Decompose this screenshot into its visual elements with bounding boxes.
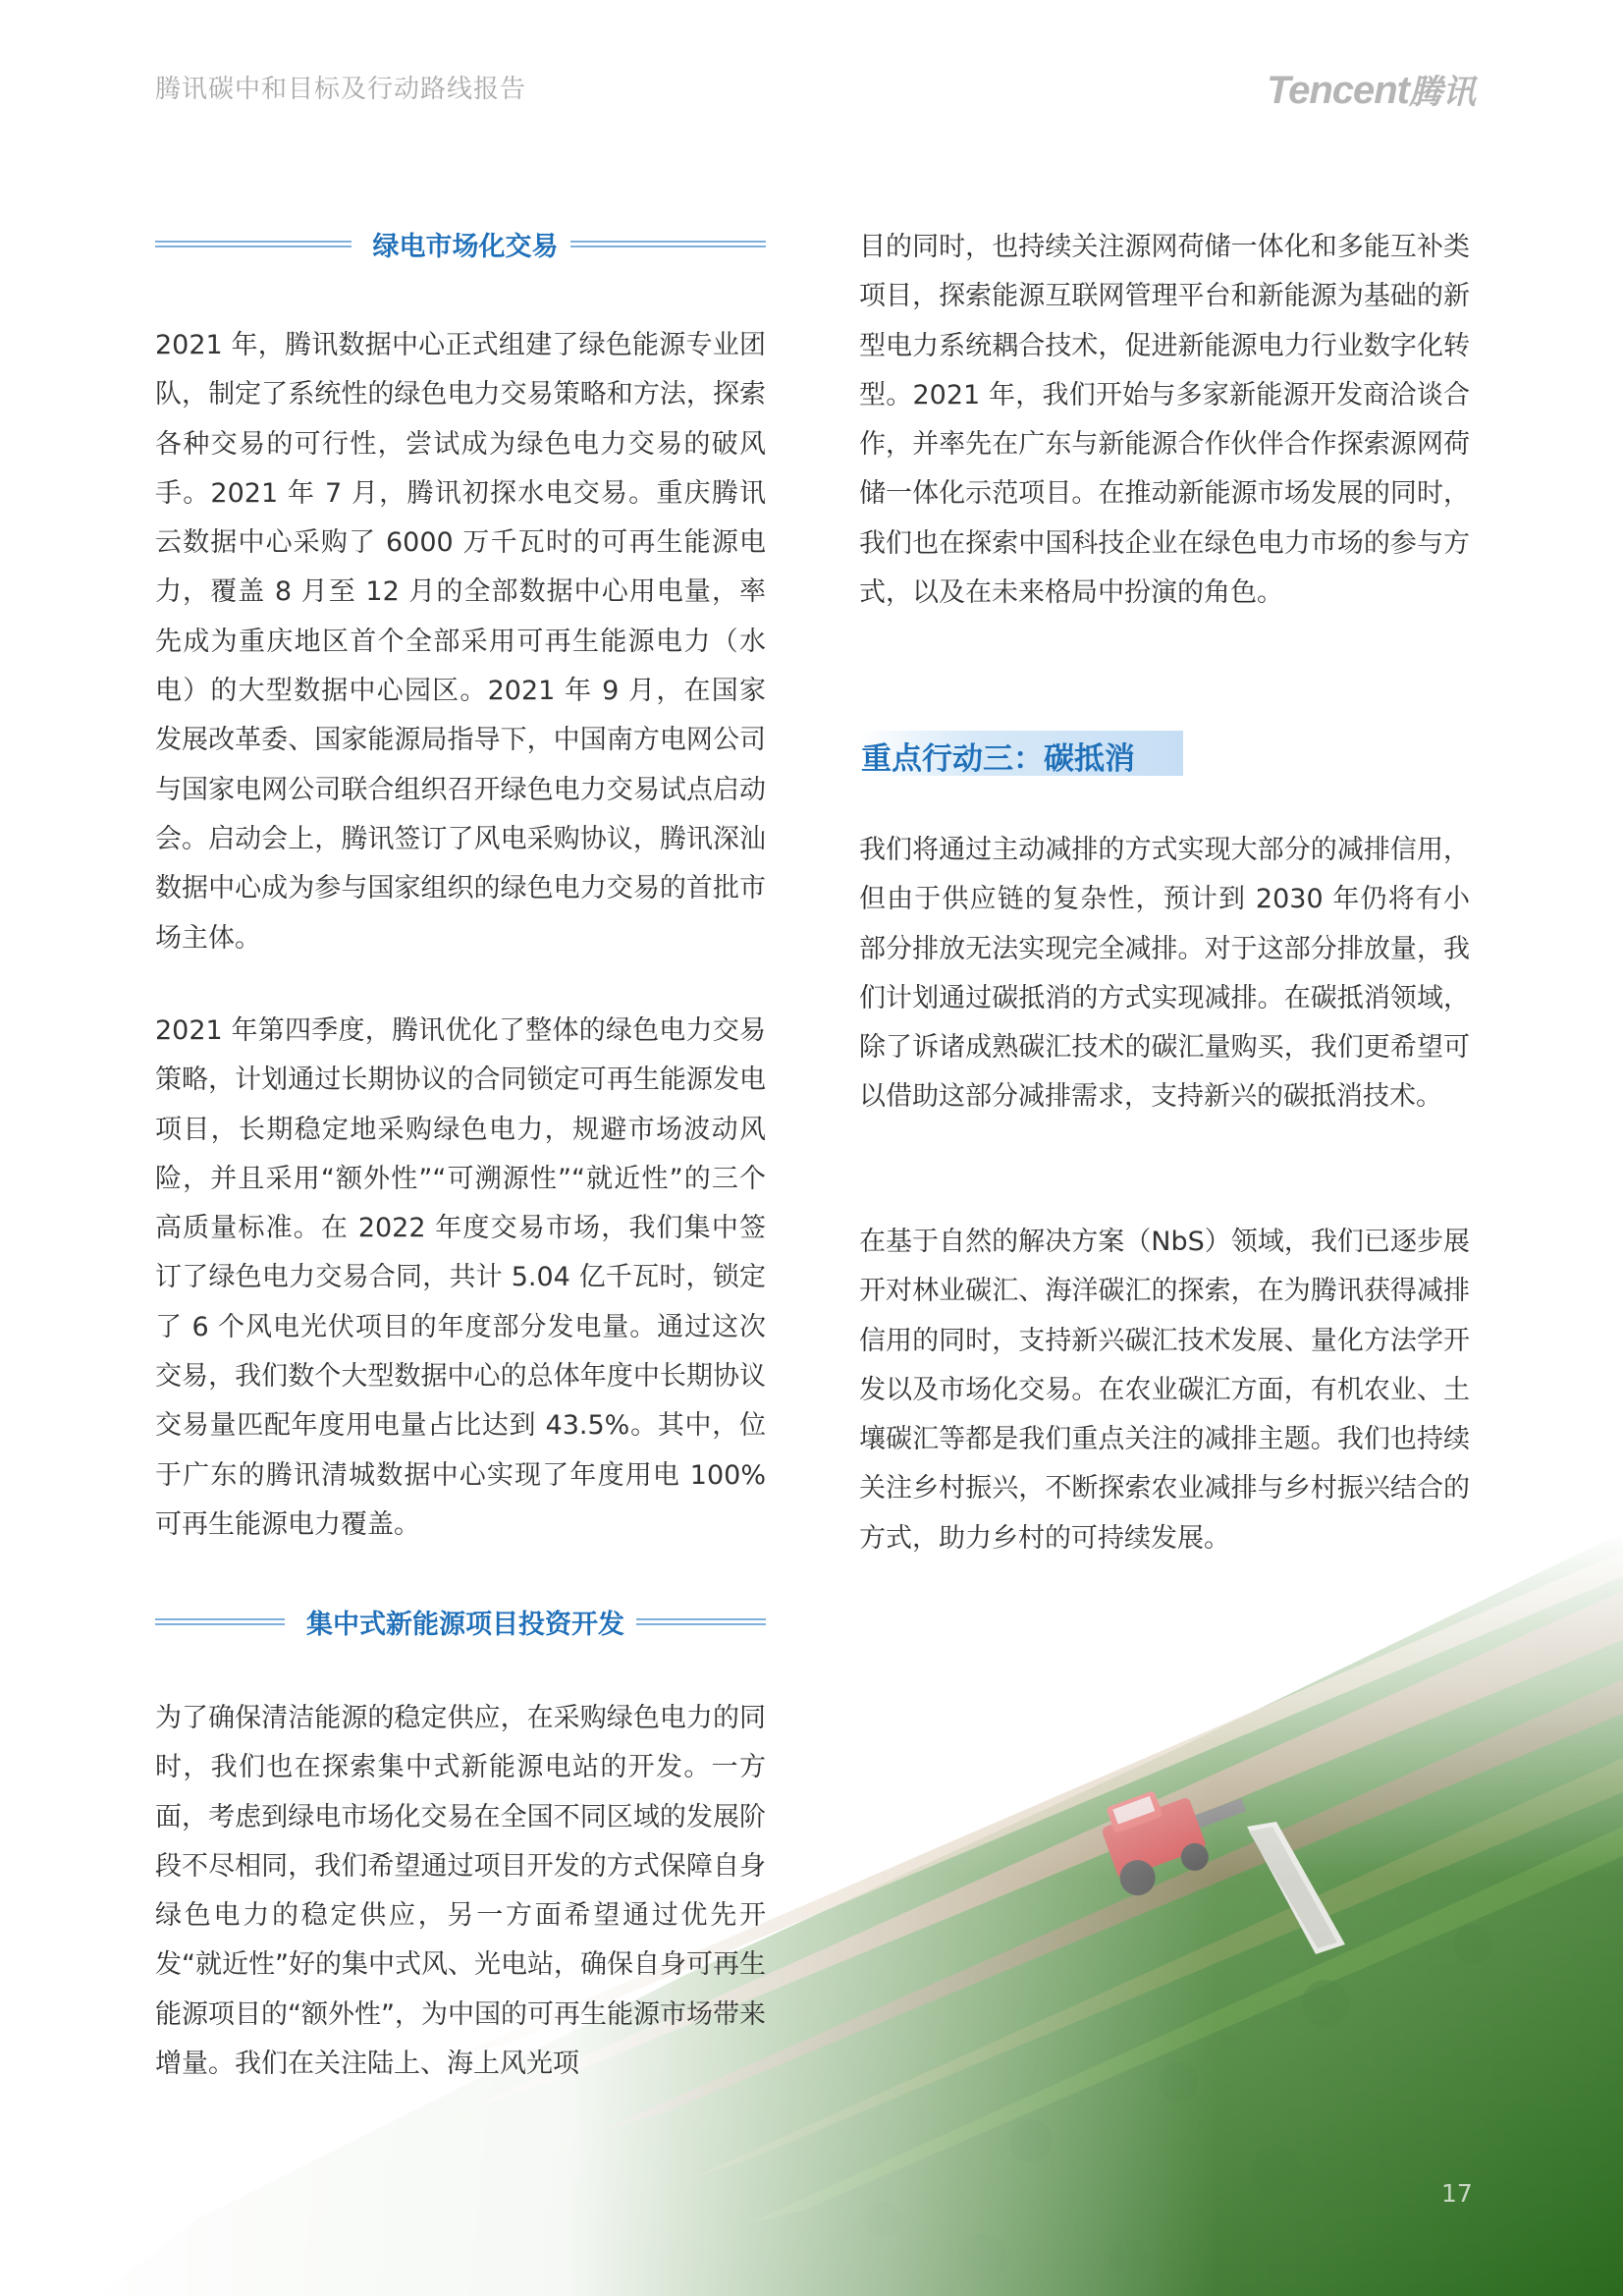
action-heading-carbon-offset (859, 731, 1183, 776)
heading-rule-right (636, 1618, 766, 1625)
paragraph-carbon-offset-plan: 我们将通过主动减排的方式实现大部分的减排信用，但由于供应链的复杂性，预计到 2030 年仍将有小部分排放无法实现完全减排。对于这部分排放量，我们计划通过碳抵消的方式实现减排。在碳抵消领域，除了诉诸成熟碳汇技术的碳汇量购买，我们更希望可以借助这部分减排需求，支持新兴的碳抵消技术。 (859, 835, 1470, 1113)
heading-rule-right (570, 241, 767, 247)
action-heading-text: 重点行动三：碳抵消 (861, 741, 1135, 777)
heading-rule-left (155, 241, 352, 247)
report-running-title: 腾讯碳中和目标及行动路线报告 (155, 75, 527, 104)
page-number: 17 (1441, 2179, 1473, 2208)
paragraph-nbs: 在基于自然的解决方案（NbS）领域，我们已逐步展开对林业碳汇、海洋碳汇的探索，在为腾讯获得减排信用的同时，支持新兴碳汇技术发展、量化方法学开发以及市场化交易。在农业碳汇方面，有机农业、土壤碳汇等都是我们重点关注的减排主题。我们也持续关注乡村振兴，不断探索农业减排与乡村振兴结合的方式，助力乡村的可持续发展。 (859, 1227, 1470, 1554)
paragraph-clean-energy-supply: 为了确保清洁能源的稳定供应，在采购绿色电力的同时，我们也在探索集中式新能源电站的开发。一方面，考虑到绿电市场化交易在全国不同区域的发展阶段不尽相同，我们希望通过项目开发的方式保障自身绿色电力的稳定供应，另一方面希望通过优先开发“就近性”好的集中式风、光电站，确保自身可再生能源项目的“额外性”，为中国的可再生能源市场带来增量。我们在关注陆上、海上风光项 (155, 1703, 766, 2080)
tencent-logo (1267, 65, 1476, 113)
paragraph-integrated-projects: 目的同时，也持续关注源网荷储一体化和多能互补类项目，探索能源互联网管理平台和新能源为基础的新型电力系统耦合技术，促进新能源电力行业数字化转型。2021 年，我们开始与多家新能源开发商洽谈合作，并率先在广东与新能源合作伙伴合作探索源网荷储一体化示范项目。在推动新能源市场发展的同时，我们也在探索中国科技企业在绿色电力市场的参与方式，以及在未来格局中扮演的角色。 (859, 232, 1470, 609)
paragraph-q4-strategy: 2021 年第四季度，腾讯优化了整体的绿色电力交易策略，计划通过长期协议的合同锁定可再生能源发电项目，长期稳定地采购绿色电力，规避市场波动风险，并且采用“额外性”“可溯源性”“就近性”的三个高质量标准。在 2022 年度交易市场，我们集中签订了绿色电力交易合同，共计 5.04 亿千瓦时，锁定了 6 个风电光伏项目的年度部分发电量。通过这次交易，我们数个大型数据中心的总体年度中长期协议交易量匹配年度用电量占比达到 43.5%。其中，位于广东的腾讯清城数据中心实现了年度用电 100% 可再生能源电力覆盖。 (155, 1015, 766, 1540)
section-heading-centralized-projects (155, 1602, 766, 1641)
paragraph-green-team-2021: 2021 年，腾讯数据中心正式组建了绿色能源专业团队，制定了系统性的绿色电力交易策略和方法，探索各种交易的可行性，尝试成为绿色电力交易的破风手。2021 年 7 月，腾讯初探水电交易。重庆腾讯云数据中心采购了 6000 万千瓦时的可再生能源电力，覆盖 8 月至 12 月的全部数据中心用电量，率先成为重庆地区首个全部采用可再生能源电力（水电）的大型数据中心园区。2021 年 9 月，在国家发展改革委、国家能源局指导下，中国南方电网公司与国家电网公司联合组织召开绿色电力交易试点启动会。启动会上，腾讯签订了风电采购协议，腾讯深汕数据中心成为参与国家组织的绿色电力交易的首批市场主体。 (155, 330, 766, 954)
heading-text: 绿电市场化交易 (372, 231, 559, 262)
logo-chinese-text: 腾讯 (1409, 73, 1476, 112)
heading-rule-left (155, 1618, 285, 1625)
logo-latin-text: Tencent (1267, 69, 1409, 112)
heading-text: 集中式新能源项目投资开发 (306, 1609, 624, 1640)
section-heading-green-power-trading (155, 224, 766, 263)
